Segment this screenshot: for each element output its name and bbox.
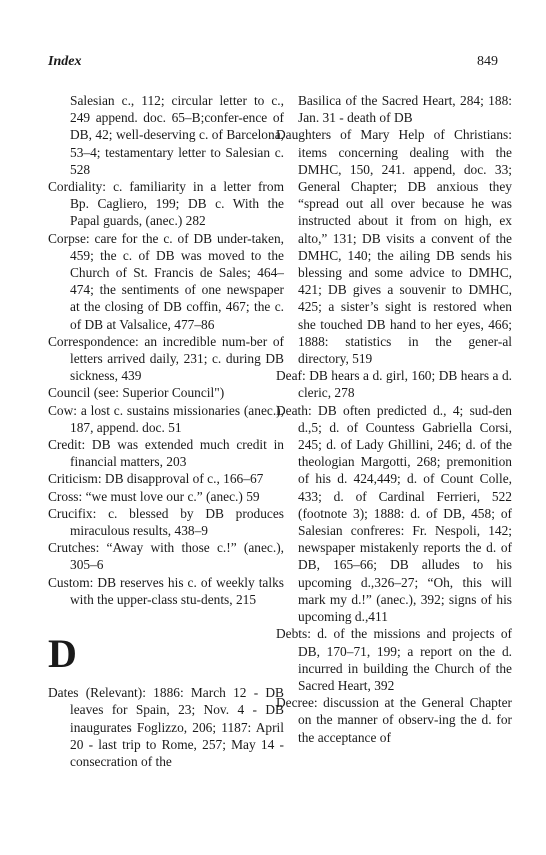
index-entry: Basilica of the Sacred Heart, 284; 188: Jan. 31 - death of DB: [298, 93, 512, 126]
section-letter: D: [48, 631, 77, 677]
index-entry: Crucifix: c. blessed by DB produces miraculous results, 438–9: [48, 505, 284, 539]
page-number: 849: [477, 54, 498, 69]
index-entry: Death: DB often predicted d., 4; sud-den d.,5; d. of Countess Gabriella Corsi, 245; d. of Lady Ghillini, 246; d. of the theologian Margotti, 268; premonition of his d. 424,449; d. of Count Colle, 433; d. of Cardinal Ferrieri, 522 (footnote 3); 1888: d. of DB, 458; of Salesian confreres: Fr. Nespoli, 142; newspaper mistakenly reports the d. of DB, 165–66; DB alludes to his upcoming d.,326–27; “Oh, this will mark my d.!” (anec.), 392; signs of his upcoming d.,411: [276, 402, 512, 625]
right-entries: [276, 92, 512, 746]
left-entries-before: [48, 92, 284, 608]
right-column: [276, 92, 512, 746]
index-entry: Deaf: DB hears a d. girl, 160; DB hears a d. cleric, 278: [276, 368, 512, 401]
index-entry: Crutches: “Away with those c.!” (anec.), 305–6: [48, 540, 284, 573]
left-entries-after: [48, 684, 284, 770]
index-entry: Cow: a lost c. sustains missionaries (anec.), 187, append. doc. 51: [48, 402, 284, 435]
index-entry: Salesian c., 112; circular letter to c., 249 append. doc. 65–B;confer-ence of DB, 42; well-deserving c. of Barcelona, 53–4; testamentary letter to Salesian c. 528: [70, 93, 284, 177]
index-entry: Criticism: DB disapproval of c., 166–67: [48, 471, 264, 487]
index-entry: Custom: DB reserves his c. of weekly talks with the upper-class stu-dents, 215: [48, 574, 284, 607]
running-title: Index: [48, 54, 82, 69]
index-entry: Daughters of Mary Help of Christians: items concerning dealing with the DMHC, 150, 241. append, doc. 33; General Chapter; DB anxious they “spread out all over because he was instructed about it from on high, ex alto,” 131; DB visits a convent of the DMHC, 140; the ailing DB sends his blessing and some advice to DMHC, 421; DB gives a souvenir to DMHC, 425; a sister’s sight is restored when she touched DB hand to her eyes, 466; 1888: statistics in the gener-al directory, 519: [276, 127, 512, 367]
index-entry: Cordiality: c. familiarity in a letter from Bp. Cagliero, 199; DB c. With the Papal guards, (anec.) 282: [48, 179, 284, 229]
index-entry: Corpse: care for the c. of DB under-taken, 459; the c. of DB was moved to the Church of St. Francis de Sales; 464–474; the sentiments of one newspaper at the closing of DB coffin, 467; the c. of DB at Valsalice, 477–86: [48, 230, 284, 332]
index-entry: Council (see: Superior Council"): [48, 385, 225, 401]
index-entry: Credit: DB was extended much credit in financial matters, 203: [48, 437, 284, 470]
index-entry: Decree: discussion at the General Chapter on the manner of observ-ing the d. for the acceptance of: [276, 695, 512, 745]
index-entry: Debts: d. of the missions and projects of DB, 170–71, 199; a report on the d. incurred in building the Church of the Sacred Heart, 392: [276, 626, 512, 693]
index-entry: Cross: “we must love our c.” (anec.) 59: [48, 488, 260, 504]
index-entry: Correspondence: an incredible num-ber of letters arrived daily, 231; c. during DB sickness, 439: [48, 333, 284, 384]
index-entry: Dates (Relevant): 1886: March 12 - DB leaves for Spain, 23; Nov. 4 - DB inaugurates Foglizzo, 206; 1187: April 20 - last trip to Rome, 257; May 14 - consecration of the: [48, 685, 284, 769]
page-header: [48, 54, 498, 74]
left-column: [48, 92, 284, 770]
